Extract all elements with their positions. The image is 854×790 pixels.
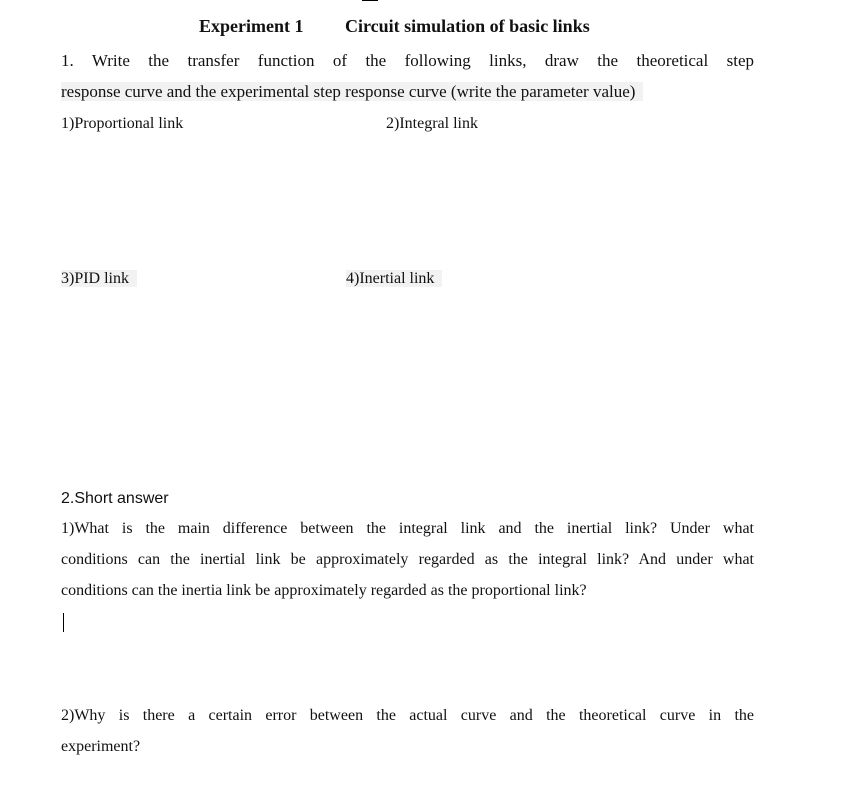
short-answer-heading: 2.Short answer xyxy=(61,490,169,507)
item-inertial-link-highlight: 4)Inertial link xyxy=(346,270,442,287)
question1-text-line2 xyxy=(61,81,643,103)
experiment-title: Circuit simulation of basic links xyxy=(345,16,590,36)
question1-text-line2-highlight: response curve and the experimental step response curve (write the parameter value) xyxy=(61,82,643,101)
item-integral-link: 2)Integral link xyxy=(386,115,478,132)
top-edge-mark xyxy=(362,0,378,1)
item-pid-link-highlight: 3)PID link xyxy=(61,270,137,287)
item-pid-link xyxy=(61,268,137,290)
short-answer-q2-line1: 2)Why is there a certain error between the actual curve and the theoretical curve in the xyxy=(61,707,754,724)
item-inertial-link xyxy=(346,268,442,290)
experiment-number: Experiment 1 xyxy=(199,16,304,36)
item-proportional-link: 1)Proportional link xyxy=(61,115,184,132)
text-cursor xyxy=(63,613,64,632)
short-answer-q2-line2: experiment? xyxy=(61,738,141,755)
short-answer-q1-line3: conditions can the inertia link be approximately regarded as the proportional link? xyxy=(61,582,587,599)
short-answer-q1-line1: 1)What is the main difference between the integral link and the inertial link? Under what xyxy=(61,520,754,537)
question1-text-line1: 1. Write the transfer function of the following links, draw the theoretical step xyxy=(61,51,754,70)
short-answer-q1-line2: conditions can the inertial link be approximately regarded as the integral link? And under what xyxy=(61,551,754,568)
